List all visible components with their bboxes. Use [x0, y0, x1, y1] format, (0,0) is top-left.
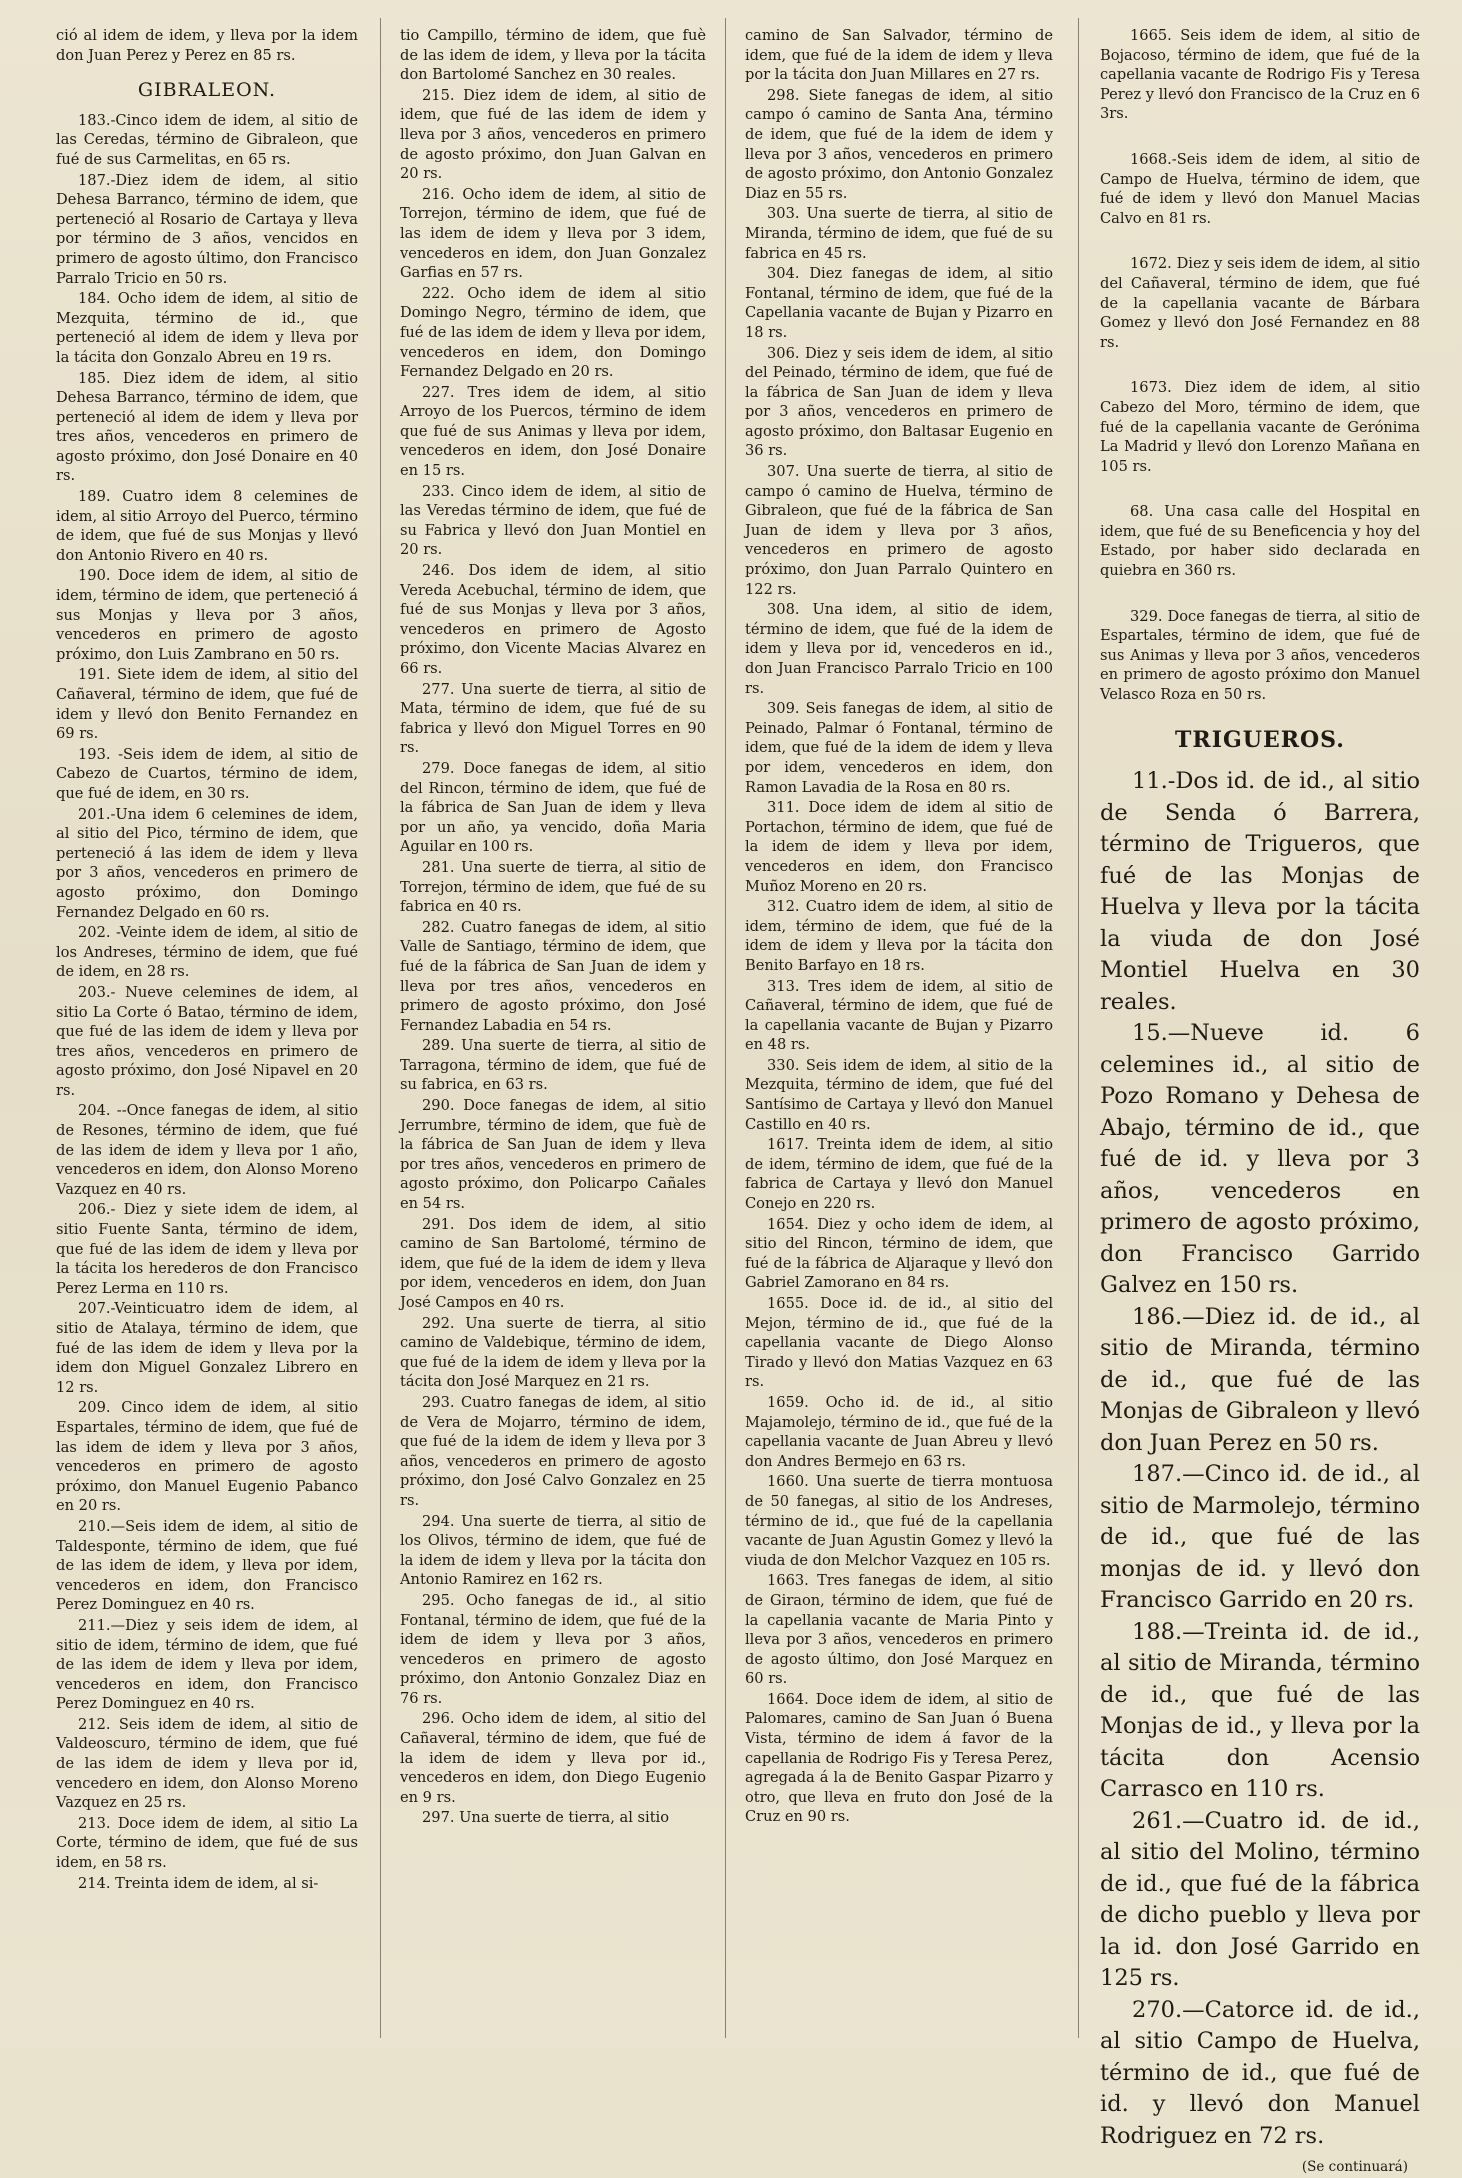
- entry-block: [1100, 26, 1420, 124]
- entry: 204. --Once fanegas de idem, al sitio de Resones, término de idem, que fué de las idem de idem y lleva por 1 año, vencederos en idem, don Alonso Moreno Vazquez en 40 rs.: [56, 1102, 358, 1198]
- entry: 303. Una suerte de tierra, al sitio de Miranda, término de idem, que fué de su fabrica en 45 rs.: [745, 205, 1053, 262]
- entry: 1655. Doce id. de id., al sitio del Mejon, término de id., que fué de la capellania vacante de Diego Alonso Tirado y llevó don Matias Vazquez en 63 rs.: [745, 1295, 1053, 1391]
- column-3: [745, 26, 1053, 2036]
- entry-block: [1100, 378, 1420, 476]
- entry: 185. Diez idem de idem, al sitio Dehesa Barranco, término de idem, que perteneció al idem de idem y lleva por tres años, vencederos en primero de agosto próximo, don José Donaire en 40 rs.: [56, 369, 358, 485]
- column-rule: [380, 18, 381, 2038]
- entry: 270.—Catorce id. de id., al sitio Campo de Huelva, término de id., que fué de id. y llevó don Manuel Rodriguez en 72 rs.: [1100, 1996, 1420, 2149]
- entry: 312. Cuatro idem de idem, al sitio de idem, término de idem, que fué de la idem de idem y lleva por la tácita don Benito Barfayo en 18 rs.: [745, 898, 1053, 974]
- entry: 290. Doce fanegas de idem, al sitio Jerrumbre, término de idem, que fuè de la fábrica de San Juan de idem y lleva por tres años, vencederos en primero de agosto próximo, don Policarpo Cañales en 54 rs.: [400, 1097, 706, 1213]
- entry: 293. Cuatro fanegas de idem, al sitio de Vera de Mojarro, término de idem, que fué de la idem de idem y lleva por 3 años, vencederos en primero de agosto próximo, don José Calvo Gonzalez en 25 rs.: [400, 1393, 706, 1509]
- entry: 186.—Diez id. de id., al sitio de Miranda, término de id., que fué de las Monjas de Gibraleon y llevó don Juan Perez en 50 rs.: [1100, 1303, 1420, 1456]
- entry: 187.-Diez idem de idem, al sitio Dehesa Barranco, término de idem, que perteneció al Rosario de Cartaya y lleva por término de 3 años, vencidos en primero de agosto último, don Francisco Parralo Tricio en 50 rs.: [56, 171, 358, 287]
- entry: 309. Seis fanegas de idem, al sitio de Peinado, Palmar ó Fontanal, término de idem, que fué de la idem de idem y lleva por idem, vencederos en idem, don Ramon Lavadia de la Rosa en 80 rs.: [745, 700, 1053, 796]
- entry: ció al idem de idem, y lleva por la idem don Juan Perez y Perez en 85 rs.: [56, 27, 358, 64]
- entry: 213. Doce idem de idem, al sitio La Corte, término de idem, que fué de sus idem, en 58 rs.: [56, 1814, 358, 1872]
- entry: 68. Una casa calle del Hospital en idem, que fué de su Beneficencia y hoy del Estado, por haber sido declarada en quiebra en 360 rs.: [1100, 503, 1420, 580]
- entry: 294. Una suerte de tierra, al sitio de los Olivos, término de idem, que fué de la idem de idem y lleva por la tácita don Antonio Ramirez en 162 rs.: [400, 1512, 706, 1589]
- entry: 191. Siete idem de idem, al sitio del Cañaveral, término de idem, que fué de idem y llevó don Benito Fernandez en 69 rs.: [56, 666, 358, 743]
- entry: 211.—Diez y seis idem de idem, al sitio de idem, término de idem, que fué de las idem de idem y lleva por idem, vencederos en idem, don Francisco Perez Dominguez en 40 rs.: [56, 1616, 358, 1713]
- entry: 203.- Nueve celemines de idem, al sitio La Corte ó Batao, término de idem, que fué de las idem de idem y lleva por tres años, vencederos en primero de agosto próximo, don José Nipavel en 20 rs.: [56, 983, 358, 1099]
- entry-block: [1100, 502, 1420, 580]
- entry: 330. Seis idem de idem, al sitio de la Mezquita, término de idem, que fué del Santísimo de Cartaya y llevó don Manuel Castillo en 40 rs.: [745, 1056, 1053, 1133]
- entry: 1617. Treinta idem de idem, al sitio de idem, término de idem, que fué de la fabrica de Cartaya y llevó don Manuel Conejo en 220 rs.: [745, 1136, 1053, 1213]
- entry: 298. Siete fanegas de idem, al sitio campo ó camino de Santa Ana, término de idem, que fué de la idem de idem y lleva por 3 años, vencederos en primero de agosto próximo, don Antonio Gonzalez Diaz en 55 rs.: [745, 86, 1053, 202]
- column-1: [56, 26, 358, 2036]
- entry: 233. Cinco idem de idem, al sitio de las Veredas término de idem, que fué de su Fabrica y llevó don Juan Montiel en 20 rs.: [400, 482, 706, 559]
- entry: 295. Ocho fanegas de id., al sitio Fontanal, término de idem, que fué de la idem de idem y lleva por 3 años, vencederos en primero de agosto próximo, don Antonio Gonzalez Diaz en 76 rs.: [400, 1591, 706, 1707]
- entry: tio Campillo, término de idem, que fuè de las idem de idem, y lleva por la tácita don Bartolomé Sanchez en 30 reales.: [400, 27, 706, 84]
- entry: 183.-Cinco idem de idem, al sitio de las Ceredas, término de Gibraleon, que fué de sus Carmelitas, en 65 rs.: [56, 111, 358, 168]
- entry: 1654. Diez y ocho idem de idem, al sitio del Rincon, término de idem, que fué de la fábrica de Aljaraque y llevó don Gabriel Zamorano en 84 rs.: [745, 1215, 1053, 1292]
- entry: 184. Ocho idem de idem, al sitio de Mezquita, término de id., que perteneció al idem de idem y lleva por la tácita don Gonzalo Abreu en 19 rs.: [56, 290, 358, 366]
- entry: 304. Diez fanegas de idem, al sitio Fontanal, término de idem, que fué de la Capellania vacante de Bujan y Pizarro en 18 rs.: [745, 265, 1053, 341]
- entry: 279. Doce fanegas de idem, al sitio del Rincon, término de idem, que fué de la fábrica de San Juan de idem y lleva por un año, ya vencido, doña Maria Aguilar en 100 rs.: [400, 759, 706, 856]
- entry: 313. Tres idem de idem, al sitio de Cañaveral, término de idem, que fué de la capellania vacante de Bujan y Pizarro en 48 rs.: [745, 977, 1053, 1054]
- entry: 189. Cuatro idem 8 celemines de idem, al sitio Arroyo del Puerco, término de idem, que fué de sus Monjas y llevó don Antonio Rivero en 40 rs.: [56, 488, 358, 564]
- entry: 311. Doce idem de idem al sitio de Portachon, término de idem, que fué de la idem de idem y lleva por idem, vencederos en idem, don Francisco Muñoz Moreno en 20 rs.: [745, 799, 1053, 895]
- entry: 11.-Dos id. de id., al sitio de Senda ó Barrera, término de Trigueros, que fué de las Monjas de Huelva y lleva por la tácita la viuda de don José Montiel Huelva en 30 reales.: [1100, 768, 1420, 1015]
- entry: 281. Una suerte de tierra, al sitio de Torrejon, término de idem, que fué de su fabrica en 40 rs.: [400, 858, 706, 916]
- entry: 210.—Seis idem de idem, al sitio de Taldesponte, término de idem, que fué de las idem de idem, y lleva por idem, vencederos en idem, don Francisco Perez Dominguez en 40 rs.: [56, 1517, 358, 1614]
- section-heading-gibraleon: GIBRALEON.: [137, 79, 277, 102]
- entry: 207.-Veinticuatro idem de idem, al sitio de Atalaya, término de idem, que fué de las idem de idem y lleva por la idem don Miguel Gonzalez Librero en 12 rs.: [56, 1300, 358, 1396]
- entry: 297. Una suerte de tierra, al sitio: [422, 1809, 670, 1827]
- entry: 1660. Una suerte de tierra montuosa de 50 fanegas, al sitio de los Andreses, término de id., que fué de la capellania vacante de Juan Agustin Gomez y llevó la viuda de don Melchor Vazquez en 105 rs.: [745, 1473, 1053, 1569]
- trigueros-entries: [1100, 766, 1420, 2152]
- entry: 1665. Seis idem de idem, al sitio de Bojacoso, término de idem, que fué de la capellania vacante de Rodrigo Fis y Teresa Perez y llevó don Francisco de la Cruz en 6 3rs.: [1100, 27, 1421, 123]
- entry: 1672. Diez y seis idem de idem, al sitio del Cañaveral, término de idem, que fué de la capellania vacante de Bárbara Gomez y llevó don José Fernandez en 88 rs.: [1100, 255, 1420, 351]
- section-heading-trigueros: TRIGUEROS.: [1175, 726, 1345, 753]
- column-rule: [725, 18, 726, 2038]
- entry: 296. Ocho idem de idem, al sitio del Cañaveral, término de idem, que fué de la idem de idem y lleva por id., vencederos en idem, don Diego Eugenio en 9 rs.: [400, 1710, 706, 1806]
- entry: 201.-Una idem 6 celemines de idem, al sitio del Pico, término de idem, que perteneció á las idem de idem y lleva por 3 años, vencederos en primero de agosto próximo, don Domingo Fernandez Delgado en 60 rs.: [56, 805, 358, 921]
- entry: 1663. Tres fanegas de idem, al sitio de Giraon, término de idem, que fué de la capellania vacante de Maria Pinto y lleva por 3 años, vencederos en primero de agosto último, don José Marquez en 60 rs.: [745, 1572, 1053, 1688]
- entry-block: [1100, 254, 1420, 352]
- entry: 289. Una suerte de tierra, al sitio de Tarragona, término de idem, que fué de su fabrica, en 63 rs.: [400, 1037, 706, 1094]
- entry: 308. Una idem, al sitio de idem, término de idem, que fué de la idem de idem y lleva por id, vencederos en id., don Juan Francisco Parralo Tricio en 100 rs.: [745, 601, 1053, 697]
- entry: 1664. Doce idem de idem, al sitio de Palomares, camino de San Juan ó Buena Vista, término de idem á favor de la capellania de Rodrigo Fis y Teresa Perez, agregada á la de Benito Gaspar Pizarro y otro, que lleva en fruto don José de la Cruz en 90 rs.: [745, 1690, 1053, 1826]
- column-2: [400, 26, 706, 2036]
- entry: 246. Dos idem de idem, al sitio Vereda Acebuchal, término de idem, que fué de sus Monjas y lleva por 3 años, vencederos en primero de Agosto próximo, don Vicente Macias Alvarez en 66 rs.: [400, 562, 706, 677]
- entry: 291. Dos idem de idem, al sitio camino de San Bartolomé, término de idem, que fué de la idem de idem y lleva por idem, vencederos en idem, don Juan José Campos en 40 rs.: [400, 1215, 706, 1311]
- entry: 206.- Diez y siete idem de idem, al sitio Fuente Santa, término de idem, que fué de las idem de idem y lleva por la tácita los herederos de don Francisco Perez Lerma en 110 rs.: [56, 1201, 358, 1297]
- entry: 202. -Veinte idem de idem, al sitio de los Andreses, término de idem, que fué de idem, en 28 rs.: [56, 924, 358, 981]
- entry: 282. Cuatro fanegas de idem, al sitio Valle de Santiago, término de idem, que fué de la fábrica de San Juan de idem y lleva por tres años, vencederos en primero de agosto próximo, don José Fernandez Labadia en 54 rs.: [400, 918, 706, 1034]
- entry: 187.—Cinco id. de id., al sitio de Marmolejo, término de id., que fué de las monjas de id. y llevó don Francisco Garrido en 20 rs.: [1100, 1461, 1420, 1614]
- entry: 193. -Seis idem de idem, al sitio de Cabezo de Cuartos, término de idem, que fué de idem, en 30 rs.: [56, 745, 358, 802]
- entry-block: [1100, 607, 1420, 705]
- entry: 306. Diez y seis idem de idem, al sitio del Peinado, término de idem, que fué de la fábrica de San Juan de idem y lleva por 3 años, vencederos en primero de agosto próximo, don Baltasar Eugenio en 36 rs.: [745, 344, 1053, 460]
- entry: 307. Una suerte de tierra, al sitio de campo ó camino de Huelva, término de Gibraleon, que fué de la fábrica de San Juan de idem y lleva por 3 años, vencederos en primero de agosto próximo, don Juan Parralo Quintero en 122 rs.: [745, 463, 1053, 598]
- entry: camino de San Salvador, término de idem, que fué de la idem de idem y lleva por la tácita don Juan Millares en 27 rs.: [745, 27, 1053, 84]
- entry: 209. Cinco idem de idem, al sitio Espartales, término de idem, que fué de las idem de idem y lleva por 3 años, vencederos en primero de agosto próximo, don Manuel Eugenio Pabanco en 20 rs.: [56, 1399, 358, 1515]
- entry: 214. Treinta idem de idem, al si-: [78, 1874, 319, 1892]
- entry-block: [1100, 150, 1420, 228]
- entry: 1668.-Seis idem de idem, al sitio de Campo de Huelva, término de idem, que fué de idem y llevó don Manuel Macias Calvo en 81 rs.: [1100, 150, 1420, 227]
- entry: 261.—Cuatro id. de id., al sitio del Molino, término de id., que fué de la fábrica de dicho pueblo y lleva por la id. don José Garrido en 125 rs.: [1100, 1807, 1420, 1992]
- entry: 292. Una suerte de tierra, al sitio camino de Valdebique, término de idem, que fué de la idem de idem y lleva por la tácita don José Marquez en 21 rs.: [400, 1314, 706, 1391]
- entry: 216. Ocho idem de idem, al sitio de Torrejon, término de idem, que fué de las idem de idem y lleva por 3 idem, vencederos en idem, don Juan Gonzalez Garfias en 57 rs.: [400, 185, 706, 282]
- entry: 329. Doce fanegas de tierra, al sitio de Espartales, término de idem, que fué de sus Animas y lleva por 3 años, vencederos en primero de agosto próximo don Manuel Velasco Roza en 50 rs.: [1100, 607, 1420, 704]
- entry: 15.—Nueve id. 6 celemines id., al sitio de Pozo Romano y Dehesa de Abajo, término de id., que fué de id. y lleva por 3 años, vencederos en primero de agosto próximo, don Francisco Garrido Galvez en 150 rs.: [1100, 1020, 1420, 1299]
- continuation-note: (Se continuará): [1301, 2159, 1408, 2176]
- entry: 1673. Diez idem de idem, al sitio Cabezo del Moro, término de idem, que fué de la capellania vacante de Gerónima La Madrid y llevó don Lorenzo Mañana en 105 rs.: [1100, 379, 1420, 475]
- column-rule: [1078, 18, 1079, 2038]
- entry: 1659. Ocho id. de id., al sitio Majamolejo, término de id., que fué de la capellania vacante de Juan Abreu y llevó don Andres Bermejo en 63 rs.: [745, 1393, 1053, 1470]
- entry: 277. Una suerte de tierra, al sitio de Mata, término de idem, que fué de su fabrica y llevó don Miguel Torres en 90 rs.: [400, 680, 706, 757]
- entry: 188.—Treinta id. de id., al sitio de Miranda, término de id., que fué de las Monjas de id., y lleva por la tácita don Acensio Carrasco en 110 rs.: [1100, 1618, 1420, 1803]
- column-4: [1100, 26, 1421, 2176]
- entry: 227. Tres idem de idem, al sitio Arroyo de los Puercos, término de idem que fué de sus Animas y lleva por idem, vencederos en idem, don José Donaire en 15 rs.: [400, 383, 706, 480]
- entry: 222. Ocho idem de idem al sitio Domingo Negro, término de idem, que fué de las idem de idem y lleva por idem, vencederos en idem, don Domingo Fernandez Delgado en 20 rs.: [400, 284, 706, 381]
- entry: 190. Doce idem de idem, al sitio de idem, término de idem, que perteneció á sus Monjas y lleva por 3 años, vencederos en primero de agosto próximo, don Luis Zambrano en 50 rs.: [56, 567, 358, 663]
- entry: 212. Seis idem de idem, al sitio de Valdeoscuro, término de idem, que fué de las idem de idem y lleva por id, vencedero en idem, don Alonso Moreno Vazquez en 25 rs.: [56, 1715, 358, 1812]
- entry: 215. Diez idem de idem, al sitio de idem, que fué de las idem de idem y lleva por 3 años, vencederos en primero de agosto próximo, don Juan Galvan en 20 rs.: [400, 86, 706, 183]
